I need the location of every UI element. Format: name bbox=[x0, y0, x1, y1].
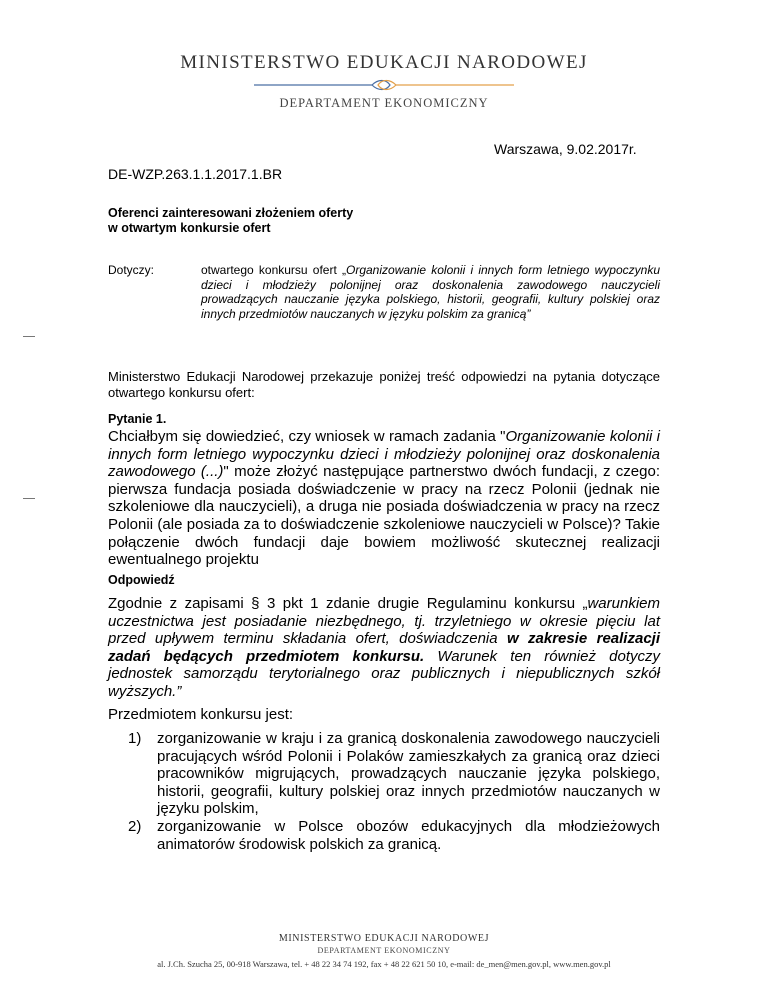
list-item-text: zorganizowanie w Polsce obozów edukacyjnych dla młodzieżowych animatorów środowisk polskich za granicą. bbox=[157, 818, 660, 853]
margin-mark bbox=[23, 498, 35, 499]
footer-address: al. J.Ch. Szucha 25, 00-918 Warszawa, tel. + 48 22 34 74 192, fax + 48 22 621 50 10, e-mail: de_men@men.gov.pl, www.men.gov.pl bbox=[157, 959, 611, 969]
intro-paragraph: Ministerstwo Edukacji Narodowej przekazuje poniżej treść odpowiedzi na pytania dotyczące otwartego konkursu ofert: bbox=[108, 369, 660, 400]
question-text: " może złożyć następujące partnerstwo dwóch fundacji, z czego: pierwsza fundacja posiada doświadczenie w pracy na rzecz Polonii (jednak nie szkoleniowe dla nauczycieli), a druga nie posiada doświadczenia w pracy na rzecz Polonii (ale posiada za to doświadczenie szkoleniowe nauczycieli w Polsce)? Takie połączenie dwóch fundacji daje bowiem możliwość skutecznej realizacji ewentualnego projektu bbox=[108, 463, 660, 569]
list-item-number: 2) bbox=[128, 818, 142, 835]
question-task-title: Organizowanie kolonii i innych form letniego wypoczynku dzieci i młodzieży polonijnej oraz doskonalenia zawodowego (...) bbox=[108, 428, 661, 481]
footer-ministry: MINISTERSTWO EDUKACJI NARODOWEJ bbox=[278, 933, 490, 944]
footer-department: DEPARTAMENT EKONOMICZNY bbox=[317, 946, 451, 955]
margin-mark bbox=[23, 336, 35, 337]
subject-text bbox=[201, 263, 660, 321]
answer-body bbox=[108, 595, 660, 701]
subject-title: Organizowanie kolonii i innych form letniego wypoczynku dzieci i młodzieży polonijnej oraz doskonalenia zawodowego nauczycieli prowadzących nauczanie języka polskiego, historii, geografii, kultury polskiej oraz innych przedmiotów nauczanych w języku polskim za granicą” bbox=[201, 263, 660, 321]
question-text: Chciałbym się dowiedzieć, czy wniosek w ramach zadania " bbox=[108, 428, 506, 445]
header-ornament-icon bbox=[254, 78, 514, 92]
contest-subject-intro: Przedmiotem konkursu jest: bbox=[108, 706, 294, 723]
subject-prefix: otwartego konkursu ofert „ bbox=[201, 263, 346, 277]
list-item bbox=[128, 730, 660, 818]
recipient-line: w otwartym konkursie ofert bbox=[108, 221, 271, 235]
answer-text: Zgodnie z zapisami § 3 pkt 1 zdanie drugie Regulaminu konkursu „ bbox=[108, 595, 588, 612]
question-body bbox=[108, 428, 660, 569]
answer-heading: Odpowiedź bbox=[108, 573, 175, 587]
letter-date: Warszawa, 9.02.2017r. bbox=[494, 141, 637, 157]
question-heading: Pytanie 1. bbox=[108, 412, 167, 426]
list-item-text: zorganizowanie w kraju i za granicą doskonalenia zawodowego nauczycieli pracujących wśród Polonii i Polaków zamieszkałych za granicą oraz dzieci pracowników migrujących, prowadzących nauczanie języka polskiego, historii, geografii, kultury polskiej oraz innych przedmiotów nauczanych w języku polskim, bbox=[157, 730, 660, 818]
reference-number: DE-WZP.263.1.1.2017.1.BR bbox=[108, 166, 283, 182]
ministry-header-title: MINISTERSTWO EDUKACJI NARODOWEJ bbox=[180, 52, 588, 73]
answer-quote: warunkiem uczestnictwa jest posiadanie niezbędnego, tj. trzyletniego w okresie pięciu lat przed upływem terminu składania ofert, doświadczenia bbox=[108, 595, 660, 648]
recipient-block bbox=[108, 206, 353, 236]
answer-quote: Warunek ten również dotyczy jednostek samorządu terytorialnego oraz publicznych i niepublicznych szkół wyższych.” bbox=[108, 647, 660, 700]
subject-label: Dotyczy: bbox=[108, 263, 155, 277]
department-header-subtitle: DEPARTAMENT EKONOMICZNY bbox=[279, 96, 489, 110]
list-item-number: 1) bbox=[128, 730, 142, 747]
list-item bbox=[128, 818, 660, 853]
recipient-line: Oferenci zainteresowani złożeniem oferty bbox=[108, 206, 354, 220]
answer-quote-bold: w zakresie realizacji zadań będących przedmiotem konkursu. bbox=[108, 630, 660, 665]
